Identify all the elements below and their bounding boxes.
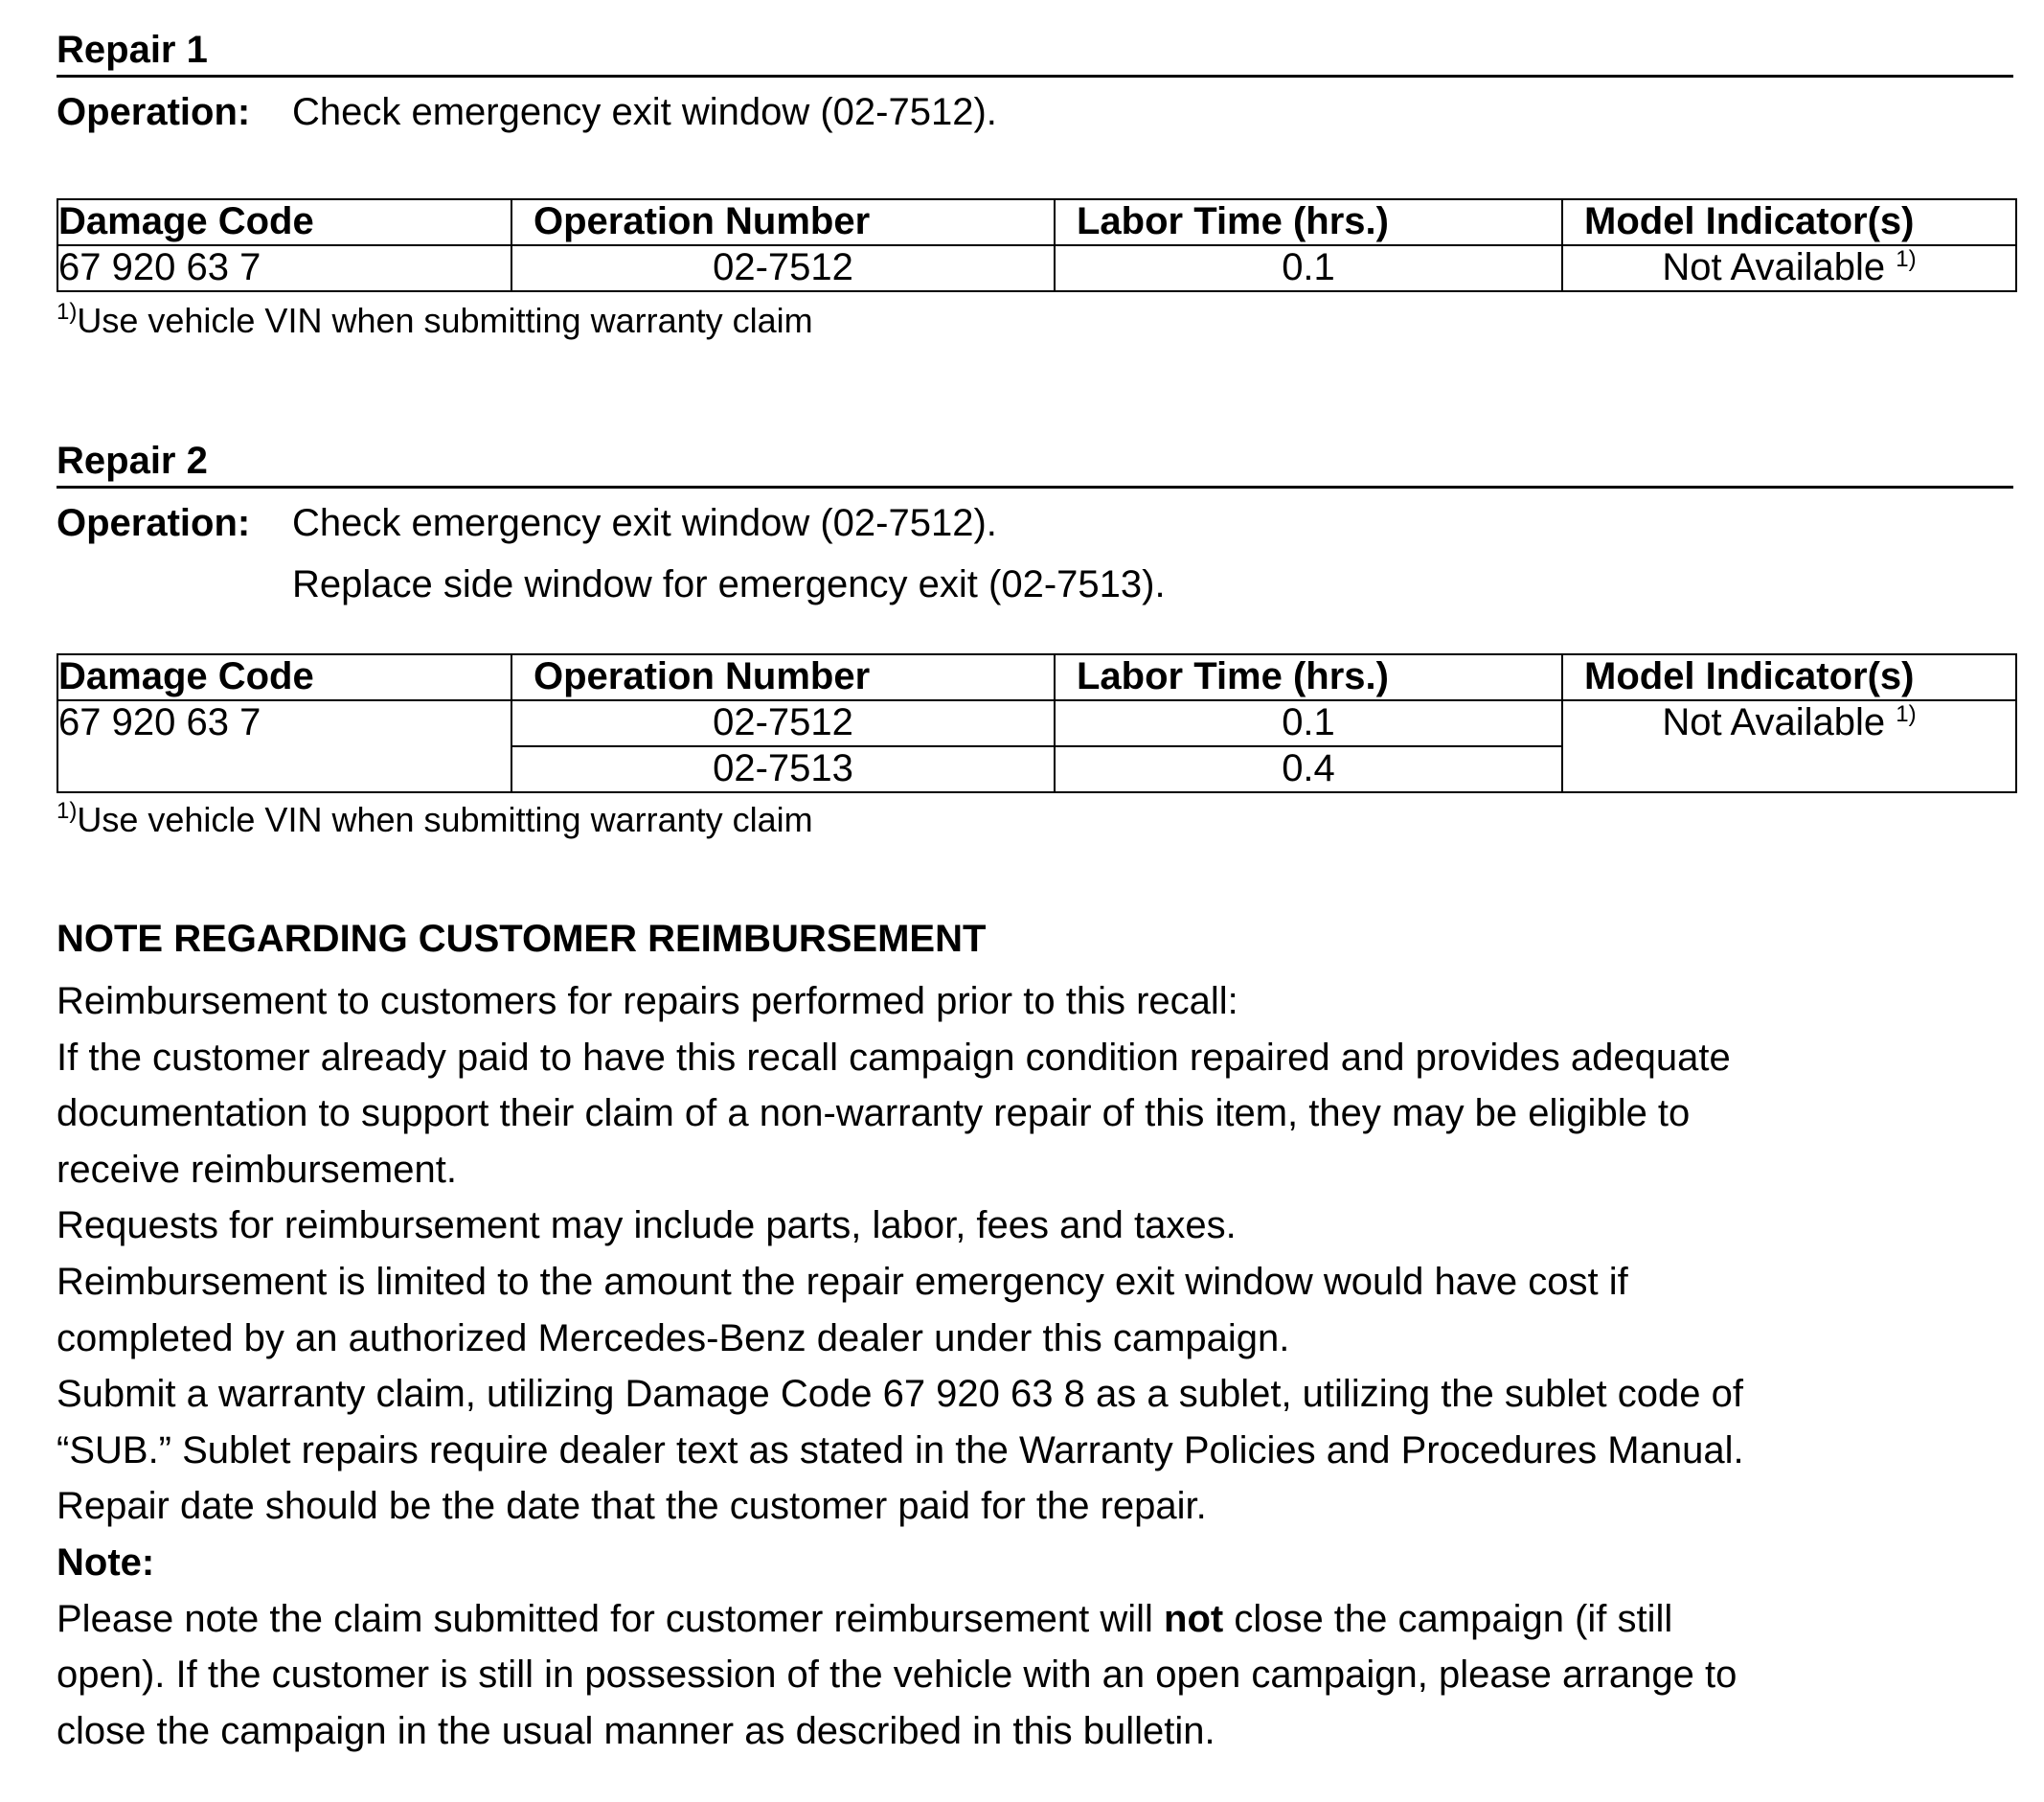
reimbursement-paragraph: Submit a warranty claim, utilizing Damage Code 67 920 63 8 as a sublet, utilizing the sublet code of “SUB.” Sublet repairs require dealer text as stated in the Warranty Policies and Procedures Manual. Repair date should be the date that the customer paid for the repair. — [57, 1373, 1744, 1528]
labor-time-cell: 0.1 — [1055, 700, 1562, 746]
labor-time-cell: 0.4 — [1055, 746, 1562, 792]
header-labor-time: Labor Time (hrs.) — [1055, 199, 1562, 245]
reimbursement-paragraph: Reimbursement to customers for repairs performed prior to this recall: — [57, 980, 1238, 1022]
header-damage-code: Damage Code — [57, 654, 511, 700]
note-emphasis: not — [1164, 1597, 1224, 1640]
repair-2-table — [57, 653, 2017, 793]
reimbursement-title: NOTE REGARDING CUSTOMER REIMBURSEMENT — [57, 918, 987, 960]
reimbursement-paragraph: If the customer already paid to have this recall campaign condition repaired and provides adequate documentation to support their claim of a non-warranty repair of this item, they may be eligible to receive reimbursement. — [57, 1036, 1731, 1191]
header-model-indicator: Model Indicator(s) — [1562, 199, 2016, 245]
note-text-before: Please note the claim submitted for customer reimbursement will — [57, 1597, 1165, 1640]
model-indicator-text: Not Available — [1662, 701, 1886, 743]
repair-1-table — [57, 198, 2017, 292]
header-damage-code: Damage Code — [57, 199, 511, 245]
table-row — [57, 700, 2016, 746]
header-operation-number: Operation Number — [511, 199, 1055, 245]
model-indicator-cell — [1562, 700, 2016, 792]
table-header-row — [57, 199, 2016, 245]
operation-text: Replace side window for emergency exit (02-7513). — [292, 563, 1166, 605]
footnote-marker: 1) — [57, 798, 78, 824]
repair-2-footnote — [57, 799, 813, 841]
header-labor-time: Labor Time (hrs.) — [1055, 654, 1562, 700]
operation-label: Operation: — [57, 502, 251, 544]
operation-number-cell: 02-7513 — [511, 746, 1055, 792]
reimbursement-paragraph: Requests for reimbursement may include parts, labor, fees and taxes. — [57, 1204, 1237, 1247]
note-paragraph — [57, 1591, 1781, 1760]
model-indicator-cell — [1562, 245, 2016, 291]
operation-label: Operation: — [57, 91, 251, 133]
repair-2-title: Repair 2 — [57, 436, 2013, 489]
note-label: Note: — [57, 1540, 155, 1584]
footnote-marker: 1) — [1896, 246, 1917, 272]
reimbursement-paragraph: Reimbursement is limited to the amount the repair emergency exit window would have cost if completed by an authorized Mercedes-Benz dealer under this campaign. — [57, 1260, 1628, 1359]
operation-number-cell: 02-7512 — [511, 245, 1055, 291]
operation-text: Check emergency exit window (02-7512). — [292, 502, 997, 544]
table-row — [57, 245, 2016, 291]
table-header-row — [57, 654, 2016, 700]
model-indicator-text: Not Available — [1662, 246, 1886, 288]
footnote-marker: 1) — [1896, 701, 1917, 727]
note-text-after: close the campaign (if still open). If the customer is still in possession of the vehicle with an open campaign, please arrange to close the campaign in the usual manner as described in this bulletin. — [57, 1597, 1737, 1752]
footnote-marker: 1) — [57, 299, 78, 325]
operation-text: Check emergency exit window (02-7512). — [292, 91, 997, 133]
damage-code-cell: 67 920 63 7 — [57, 245, 511, 291]
repair-1-title: Repair 1 — [57, 25, 2013, 78]
repair-1-footnote — [57, 300, 813, 342]
damage-code-cell: 67 920 63 7 — [57, 700, 511, 792]
header-operation-number: Operation Number — [511, 654, 1055, 700]
header-model-indicator: Model Indicator(s) — [1562, 654, 2016, 700]
reimbursement-body — [57, 973, 1781, 1759]
labor-time-cell: 0.1 — [1055, 245, 1562, 291]
footnote-text: Use vehicle VIN when submitting warranty claim — [77, 800, 813, 839]
footnote-text: Use vehicle VIN when submitting warranty claim — [77, 301, 813, 340]
operation-number-cell: 02-7512 — [511, 700, 1055, 746]
